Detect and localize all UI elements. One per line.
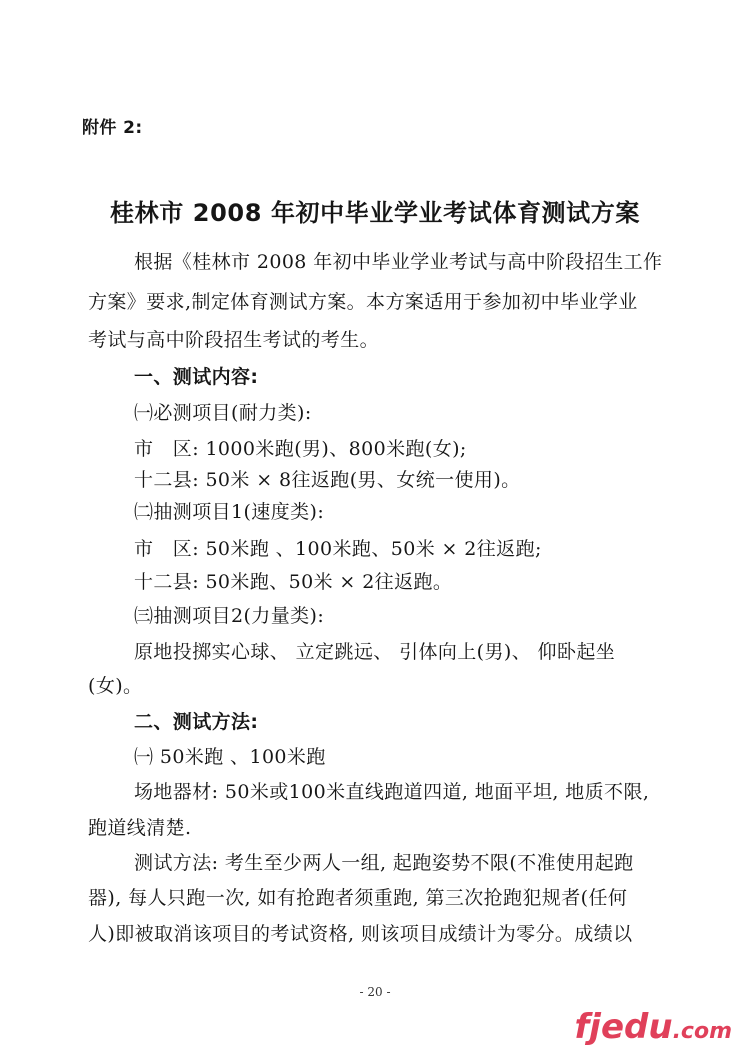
- document-title: 桂林市 2008 年初中毕业学业考试体育测试方案: [110, 199, 640, 227]
- watermark-domain: .com: [672, 1019, 732, 1044]
- section-heading: 二、测试方法:: [134, 711, 259, 733]
- paragraph-line: 人)即被取消该项目的考试资格, 则该项目成绩计为零分。成绩以: [88, 923, 633, 945]
- paragraph-line: 原地投掷实心球、 立定跳远、 引体向上(男)、 仰卧起坐: [134, 641, 616, 663]
- paragraph-line: 十二县: 50米 × 8往返跑(男、女统一使用)。: [134, 469, 521, 491]
- paragraph-line: 市 区: 50米跑 、100米跑、50米 × 2往返跑;: [134, 538, 542, 560]
- paragraph-line: 根据《桂林市 2008 年初中毕业学业考试与高中阶段招生工作: [134, 251, 663, 273]
- page-number: - 20 -: [359, 985, 391, 999]
- paragraph-line: ㈢抽测项目2(力量类):: [134, 605, 325, 627]
- attachment-label: 附件 2:: [82, 118, 143, 138]
- watermark-logo: [575, 1007, 733, 1047]
- paragraph-line: 十二县: 50米跑、50米 × 2往返跑。: [134, 571, 453, 593]
- paragraph-line: 器), 每人只跑一次, 如有抢跑者须重跑, 第三次抢跑犯规者(任何: [88, 887, 628, 909]
- paragraph-line: 跑道线清楚.: [88, 817, 192, 839]
- paragraph-line: 考试与高中阶段招生考试的考生。: [88, 329, 380, 351]
- paragraph-line: 场地器材: 50米或100米直线跑道四道, 地面平坦, 地质不限,: [134, 781, 650, 803]
- paragraph-line: ㈡抽测项目1(速度类):: [134, 501, 325, 523]
- watermark-brand: fjedu: [574, 1007, 673, 1047]
- paragraph-line: ㈠ 50米跑 、100米跑: [134, 746, 326, 768]
- paragraph-line: 测试方法: 考生至少两人一组, 起跑姿势不限(不准使用起跑: [134, 852, 634, 874]
- paragraph-line: ㈠必测项目(耐力类):: [134, 402, 312, 424]
- paragraph-line: 市 区: 1000米跑(男)、800米跑(女);: [134, 438, 467, 460]
- paragraph-line: (女)。: [88, 675, 143, 697]
- paragraph-line: 方案》要求,制定体育测试方案。本方案适用于参加初中毕业学业: [88, 291, 638, 313]
- section-heading: 一、测试内容:: [134, 366, 259, 388]
